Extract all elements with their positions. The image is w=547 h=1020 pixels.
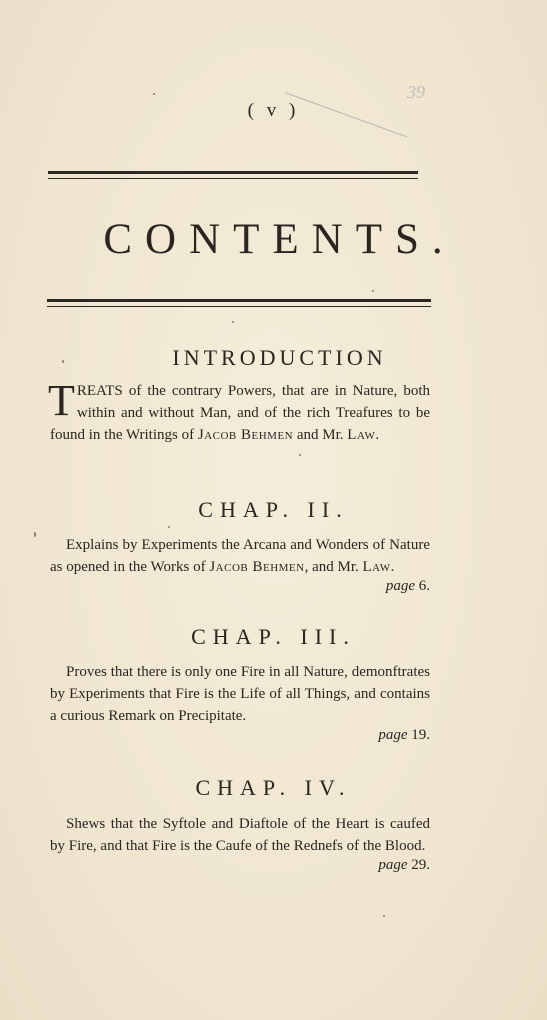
paper-speck — [168, 526, 170, 528]
chapter-2-text — [50, 534, 430, 578]
chapter-4-page-ref — [378, 857, 430, 874]
paper-speck — [372, 290, 374, 292]
paper-speck — [153, 93, 155, 95]
chapter-4-text — [50, 813, 430, 857]
chapter-2-text-a: Explains by Experiments the Arcana and Wonders of Nature as opened in the Works of — [50, 537, 430, 575]
author-name-behmen: Jacob Behmen — [197, 427, 294, 443]
chapter-3-heading: CHAP. III. — [191, 624, 356, 649]
author-name-law: Law — [347, 427, 376, 443]
page-label: page — [385, 578, 415, 594]
chapter-3-text — [50, 661, 430, 727]
chapter-4-heading: CHAP. IV. — [195, 775, 352, 800]
chapter-3-body: Proves that there is only one Fire in all Nature, demonftrates by Experiments that Fire is the Life of all Things, and contains a curious Remark on Precipitate. — [50, 664, 430, 724]
paper-speck — [299, 454, 301, 456]
page-number: 19. — [411, 727, 430, 743]
page-number: 6. — [418, 578, 430, 594]
chapter-4-body: Shews that the Syftole and Diaftole of the Heart is caufed by Fire, and that Fire is the Caufe of the Rednefs of the Blood. — [50, 816, 430, 854]
introduction-text — [48, 376, 430, 446]
introduction-heading: INTRODUCTION — [172, 345, 387, 370]
page-label: page — [378, 857, 408, 873]
title-double-rule — [47, 299, 431, 307]
stamp-number: 39 — [407, 82, 425, 102]
author-name-law: Law — [362, 559, 391, 575]
introduction-text-a: REATS of the contrary Powers, that are in Nature, both within and without Man, and of the rich Treafures to be found in the Writings of — [50, 383, 430, 443]
top-double-rule — [48, 171, 418, 179]
page-number: 29. — [411, 857, 430, 873]
introduction-text-b: and Mr. — [293, 427, 348, 443]
author-name-behmen: Jacob Behmen — [209, 559, 305, 575]
chapter-3-page-ref — [378, 727, 430, 744]
paper-speck — [34, 532, 36, 537]
chapter-2-heading: CHAP. II. — [198, 497, 349, 522]
paper-speck — [232, 321, 234, 323]
paper-speck — [62, 360, 64, 363]
drop-capital: T — [48, 376, 75, 425]
page-label: page — [378, 727, 408, 743]
page-folio: ( v ) — [247, 100, 300, 121]
introduction-text-c: . — [375, 427, 380, 443]
chapter-2-text-b: , and Mr. — [304, 559, 363, 575]
chapter-2-page-ref — [386, 578, 430, 595]
paper-speck — [383, 915, 385, 917]
page-title: CONTENTS. — [103, 216, 456, 263]
chapter-2-text-c: . — [390, 559, 395, 575]
